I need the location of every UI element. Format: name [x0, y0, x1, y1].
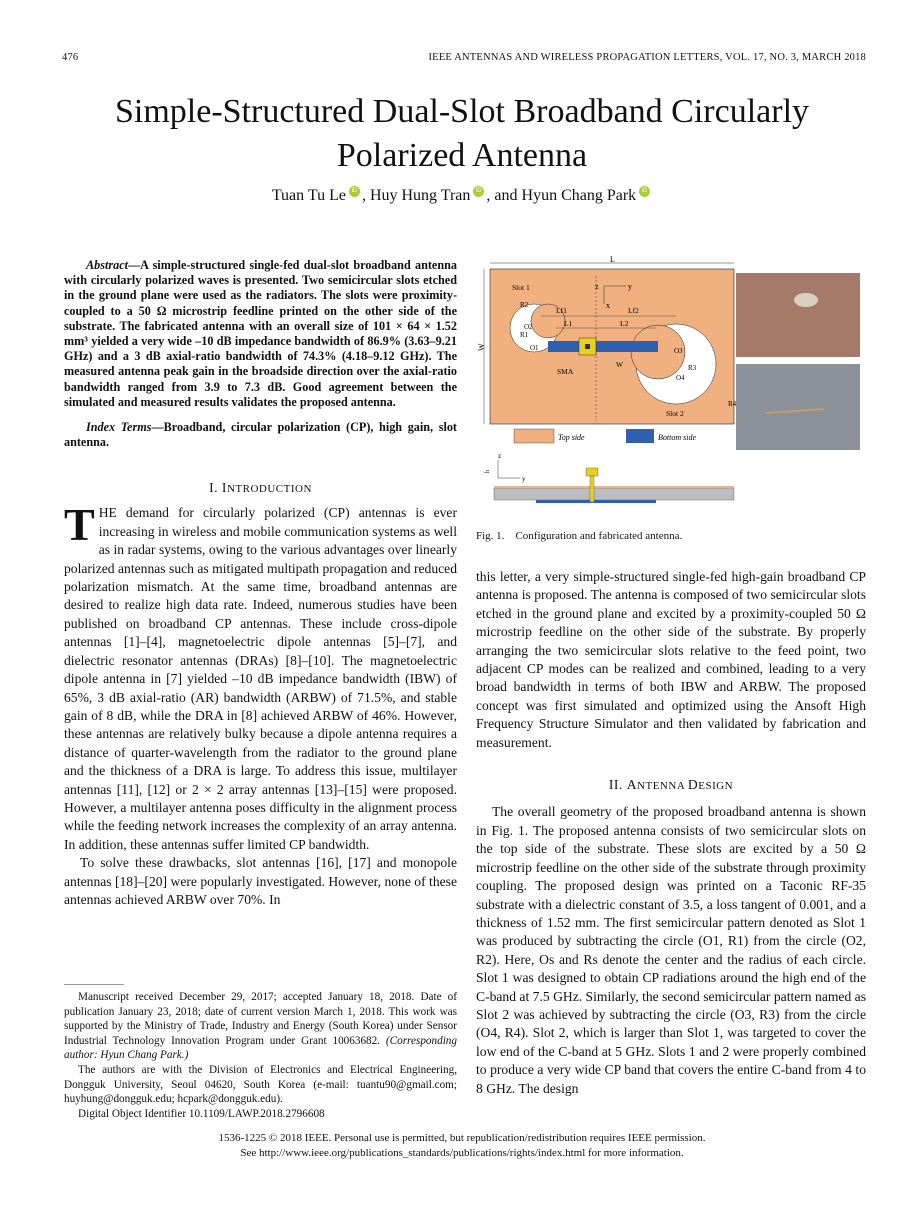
- figure-caption-text: Configuration and fabricated antenna.: [515, 530, 683, 542]
- copyright-line-2[interactable]: See http://www.ieee.org/publications_standards/publications/rights/index.html for more information.: [240, 1147, 684, 1159]
- author-3[interactable]: Hyun Chang Park: [521, 187, 637, 204]
- label-L: L: [610, 256, 615, 264]
- sideview-connector-pin: [590, 476, 594, 502]
- sideview-substrate: [494, 488, 734, 500]
- section-title-initial: D: [687, 777, 699, 793]
- photo-connector: [794, 293, 818, 307]
- author-1[interactable]: Tuan Tu Le: [271, 187, 346, 204]
- label-sma: SMA: [557, 367, 574, 376]
- footnote-manuscript-text: Manuscript received December 29, 2017; accepted January 18, 2018. Date of publication January 23, 2018; date of current version March 1, 2018. This work was supported by the Ministry of Trade, Industry and Energy (South Korea) under Sensor Industrial Technology Innovation Program under Grant 10063682.: [64, 991, 457, 1047]
- label-slot1: Slot 1: [512, 283, 530, 292]
- legend-top-swatch: [514, 429, 554, 443]
- section-heading-introduction: [64, 480, 457, 496]
- label-slot2: Slot 2: [666, 409, 684, 418]
- copyright-notice: [0, 1131, 924, 1161]
- label-R3: R3: [688, 364, 697, 372]
- footnote-corresponding: (Corresponding author: Hyun Chang Park.): [64, 1034, 457, 1062]
- label-R1: R1: [520, 331, 529, 339]
- page-number: 476: [62, 52, 79, 63]
- section-title-rest: NTENNA: [637, 780, 688, 793]
- left-column: [64, 258, 457, 909]
- label-W: W: [477, 343, 486, 351]
- title-line-1: Simple-Structured Dual-Slot Broadband Circularly: [114, 93, 810, 130]
- axis-x-label: x: [606, 301, 610, 310]
- label-h: h: [485, 470, 491, 473]
- label-O3: O3: [674, 347, 683, 355]
- legend-bottom-swatch: [626, 429, 654, 443]
- figure-caption: [476, 530, 682, 542]
- paper-title: [0, 90, 924, 178]
- footnote-affiliation: The authors are with the Division of Electronics and Electrical Engineering, Dongguk University, Seoul 04620, South Korea (e-mail: tuantu90@gmail.com; huyhung@dongguk.edu; hcpark@dongguk.edu).: [64, 1063, 457, 1106]
- legend-bottom-label: Bottom side: [658, 433, 696, 442]
- axis-z-label: z: [595, 282, 599, 291]
- footnote-manuscript: [64, 990, 457, 1063]
- sideview-top-layer: [494, 486, 734, 488]
- section-title-initial: I: [221, 480, 227, 496]
- sideview-connector-head: [586, 468, 598, 476]
- footnotes: [64, 990, 457, 1121]
- section-heading-antenna-design: [476, 776, 866, 795]
- intro-paragraph-2: To solve these drawbacks, slot antennas [16], [17] and monopole antennas [18]–[20] were popularly investigated. However, none of these antennas achieved ARBW over 70%. In: [64, 855, 457, 907]
- design-paragraph-1: The overall geometry of the proposed broadband antenna is shown in Fig. 1. The proposed antenna consists of two semicircular slots on the top side of the substrate. These slots are excited by a 50 Ω microstrip feedline on the other side of the substrate through proximity coupling. The proposed design was printed on a Taconic RF-35 substrate with a dielectric constant of 3.5, a loss tangent of 0.001, and a thickness of 1.52 mm. The first semicircular pattern denoted as Slot 1 was produced by subtracting the circle (O1, R1) from the circle (O2, R2). Here, Os and Rs denote the center and the radius of each circle. Slot 1 was designed to obtain CP radiations around the high end of the C-band at 7.5 GHz. Similarly, the second semicircular pattern named as Slot 2 was achieved by subtracting the circle (O3, R3) from the circle (O4, R4). Slot 2, which is larger than Slot 1, was targeted to cover the low end of the C-band at 5 GHz. Slots 1 and 2 were properly combined to produce a very wide CP band that covers the entire C-band from 4 to 8 GHz. The design: [476, 804, 866, 1096]
- author-separator: , and: [486, 187, 522, 204]
- sma-pin: [585, 344, 590, 349]
- label-Lf1: Lf1: [556, 306, 567, 315]
- label-L1: L1: [564, 319, 573, 328]
- author-separator: ,: [361, 187, 370, 204]
- label-R2: R2: [520, 301, 529, 309]
- orcid-icon[interactable]: iD: [473, 186, 484, 197]
- footnote-doi[interactable]: Digital Object Identifier 10.1109/LAWP.2018.2796608: [78, 1107, 325, 1120]
- orcid-icon[interactable]: iD: [349, 186, 360, 197]
- section-title-initial: A: [626, 777, 638, 793]
- photo-top-side: [736, 273, 860, 357]
- intro-paragraph-2-cont: this letter, a very simple-structured single-fed high-gain broadband CP antenna is proposed. The antenna is composed of two semicircular slots etched in the ground plane and excited by a proximity-coupled 50 Ω microstrip feedline on the other side of the substrate. By properly arranging the two semicircular slots relative to the feed point, two adjacent CP modes can be realized and combined, leading to a very broad bandwidth in terms of both IBW and ARBW. The proposed concept was first simulated and optimized using the Ansoft High Frequency Structure Simulator and then validated by fabrication and measurement.: [476, 569, 866, 750]
- section-number: II.: [608, 777, 623, 793]
- section-title-rest: NTRODUCTION: [226, 483, 312, 496]
- copyright-line-1: 1536-1225 © 2018 IEEE. Personal use is permitted, but republication/redistribution requires IEEE permission.: [218, 1132, 706, 1144]
- microstrip-feedline: [548, 341, 658, 352]
- right-column: [476, 568, 866, 1098]
- label-O4: O4: [676, 374, 685, 382]
- label-O1: O1: [530, 344, 539, 352]
- label-L2: L2: [620, 319, 629, 328]
- label-Lf2: Lf2: [628, 306, 639, 315]
- label-R4: R4: [728, 400, 737, 408]
- intro-paragraph-1: [64, 499, 457, 854]
- author-list: [0, 186, 924, 205]
- label-O2: O2: [524, 323, 533, 331]
- orcid-icon[interactable]: iD: [639, 186, 650, 197]
- sideview-y-label: y: [522, 475, 526, 483]
- sideview-feedline: [536, 500, 656, 503]
- index-terms-text: —Broadband, circular polarization (CP), high gain, slot antenna.: [64, 420, 457, 450]
- legend-top-label: Top side: [558, 433, 585, 442]
- sideview-z-label: z: [498, 452, 502, 460]
- intro-body: [64, 499, 457, 909]
- section-number: I.: [209, 480, 219, 496]
- figure-caption-label: Fig. 1.: [476, 530, 505, 542]
- index-terms-label: Index Terms: [86, 420, 152, 435]
- abstract: [64, 258, 457, 410]
- title-line-2: Polarized Antenna: [336, 137, 588, 174]
- abstract-text: —A simple-structured single-fed dual-slot broadband antenna with circularly polarized waves is presented. Two semicircular slots etched in the ground plane were used as the radiators. The slots were proximity-coupled to a 50 Ω microstrip feedline printed on the other side of the substrate. The fabricated antenna with an overall size of 101 × 64 × 1.52 mm³ yielded a very wide –10 dB impedance bandwidth of 86.9% (3.63–9.21 GHz) and a 3 dB axial-ratio bandwidth of 74.3% (4.18–9.12 GHz). The measured antenna peak gain in the broadside direction over the axial-ratio bandwidth ranged from 3.9 to 7.3 dB. Good agreement between the simulated and measured results validates the proposed antenna.: [64, 258, 457, 409]
- photo-bottom-side: [736, 364, 860, 450]
- intro-paragraph-1-text: HE demand for circularly polarized (CP) antennas is ever increasing in wireless and mobile communication systems as well as in radar systems, owing to the various advantages over linearly polarized antennas such as mitigated multipath propagation and reduced polarization mismatch. At the same time, broadband antennas are desired to realize high data rate. Indeed, numerous studies have been published on broadband CP antennas. These include cross-dipole antennas [1]–[4], magnetoelectric dipole antennas [5]–[7], and dielectric resonator antennas (DRAs) [8]–[10]. The magnetoelectric dipole antenna in [7] yielded –10 dB impedance bandwidth (IBW) of 65%, 3 dB axial-ratio (AR) bandwidth (ARBW) of 71.5%, and stable gain of 8 dB, while the DRA in [8] achieved ARBW of 46%. However, these antennas are relatively bulky because a dipole antenna requires a distance of quarter-wavelength from the radiator to the ground plane and the thickness of a DRA is large. To address this issue, multilayer antennas [11], [12] or 2 × 2 array antennas [13]–[15] were proposed. However, a multilayer antenna poses difficulty in the alignment process while the feeding network increases the complexity of an array antenna. In addition, these antennas suffer limited CP bandwidth.: [64, 505, 457, 852]
- figure-1: [476, 256, 866, 518]
- drop-cap: T: [64, 499, 95, 551]
- axis-y-label: y: [628, 282, 632, 291]
- footnote-rule: [64, 984, 124, 985]
- running-header: IEEE ANTENNAS AND WIRELESS PROPAGATION LETTERS, VOL. 17, NO. 3, MARCH 2018: [428, 52, 866, 63]
- author-2[interactable]: Huy Hung Tran: [369, 187, 471, 204]
- index-terms: [64, 420, 457, 450]
- label-Wf: W: [616, 360, 624, 369]
- antenna-diagram: [476, 256, 866, 518]
- section-title-rest: ESIGN: [698, 780, 734, 793]
- abstract-label: Abstract: [86, 258, 128, 272]
